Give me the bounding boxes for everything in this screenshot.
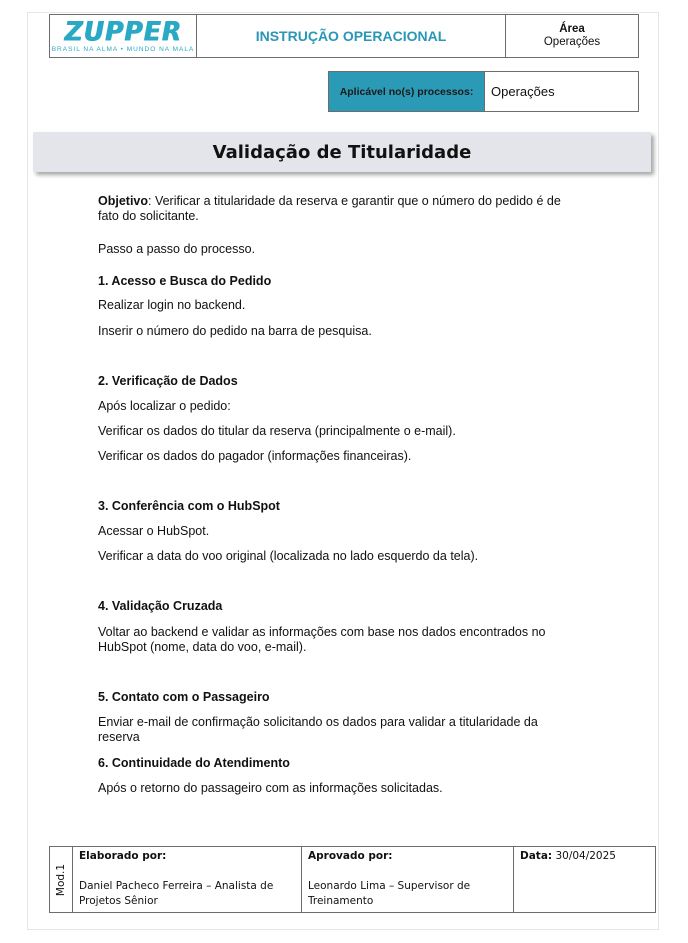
date-value: 30/04/2025 [555,850,616,862]
applicable-label: Aplicável no(s) processos: [329,72,485,111]
section-5-line-1: Enviar e-mail de confirmação solicitando os dados para validar a titularidade da reserva [98,715,538,744]
prepared-by-label: Elaborado por: [79,850,167,862]
section-1-line-2: Inserir o número do pedido na barra de pesquisa. [98,324,372,338]
section-3-line-2: Verificar a data do voo original (localizada no lado esquerdo da tela). [98,549,479,563]
area-label: Área [559,23,585,35]
section-6-title: 6. Continuidade do Atendimento [98,756,290,770]
prepared-by-cell [73,847,302,912]
section-5-title: 5. Contato com o Passageiro [98,690,270,704]
page-title: Validação de Titularidade [212,141,472,163]
section-1-line-1: Realizar login no backend. [98,298,246,312]
section-4-line-1: Voltar ao backend e validar as informações com base nos dados encontrados no HubSpot (nome, data do voo, e-mail). [98,625,546,654]
title-banner [33,132,651,172]
approved-by-label: Aprovado por: [308,850,393,862]
approved-by-cell [302,847,514,912]
area-value: Operações [543,36,601,48]
document-header [49,14,639,58]
applicable-processes [328,71,639,112]
section-2-line-3: Verificar os dados do pagador (informações financeiras). [98,449,412,463]
section-2-title: 2. Verificação de Dados [98,374,238,388]
section-2-line-1: Após localizar o pedido: [98,399,231,413]
section-3-line-1: Acessar o HubSpot. [98,524,210,538]
section-4-title: 4. Validação Cruzada [98,599,223,613]
company-logo [50,15,197,57]
logo-wordmark: ZUPPER [64,16,182,47]
date-cell [514,847,655,912]
model-cell [50,847,73,912]
model-label: Mod.1 [55,863,68,896]
applicable-value: Operações [491,84,555,99]
objective-text: : Verificar a titularidade da reserva e garantir que o número do pedido é de fato do solicitante. [98,194,561,223]
logo-tagline: BRASIL NA ALMA • MUNDO NA MALA [51,46,195,53]
objective-paragraph [98,194,578,224]
document-footer [49,846,656,913]
section-6-line-1: Após o retorno do passageiro com as informações solicitadas. [98,781,443,795]
section-2-line-2: Verificar os dados do titular da reserva (principalmente o e-mail). [98,424,456,438]
objective-label: Objetivo [98,194,149,208]
intro-text: Passo a passo do processo. [98,242,256,256]
section-1-title: 1. Acesso e Busca do Pedido [98,274,272,288]
approved-by-name: Leonardo Lima – Supervisor de Treinamento [308,880,471,907]
area-cell [506,15,638,57]
prepared-by-name: Daniel Pacheco Ferreira – Analista de Projetos Sênior [79,880,274,907]
document-type: INSTRUÇÃO OPERACIONAL [197,15,506,57]
date-label: Data: [520,850,553,862]
section-3-title: 3. Conferência com o HubSpot [98,499,280,513]
